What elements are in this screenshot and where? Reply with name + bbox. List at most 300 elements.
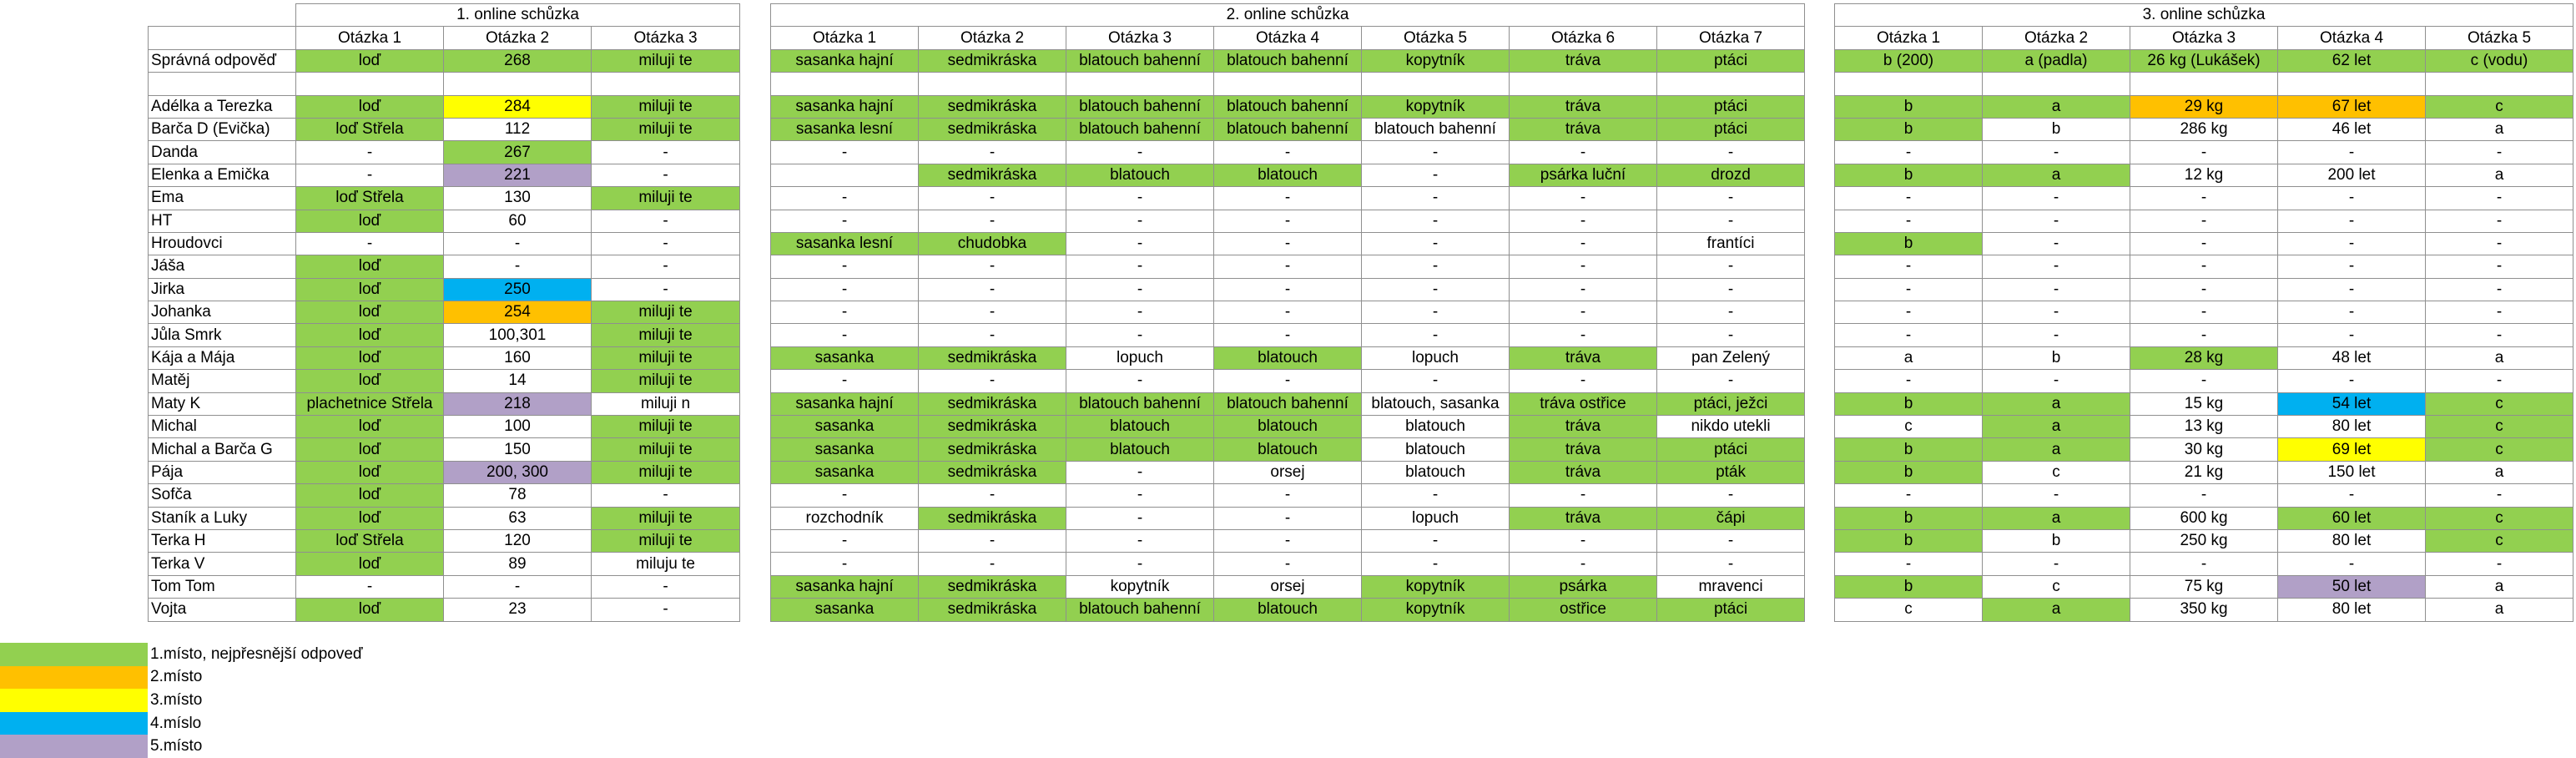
answer-cell[interactable]: - bbox=[2278, 255, 2426, 278]
answer-cell[interactable]: blatouch bbox=[1066, 416, 1214, 438]
answer-cell[interactable]: kopytník bbox=[1066, 575, 1214, 598]
answer-cell[interactable]: miluji n bbox=[592, 392, 740, 415]
answer-cell[interactable]: tráva bbox=[1510, 438, 1657, 461]
answer-cell[interactable]: 29 kg bbox=[2130, 95, 2278, 118]
correct-answer-cell[interactable]: b (200) bbox=[1835, 49, 1983, 72]
answer-cell[interactable]: - bbox=[1657, 301, 1805, 324]
answer-cell[interactable]: - bbox=[1657, 553, 1805, 575]
answer-cell[interactable]: - bbox=[1510, 278, 1657, 301]
answer-cell[interactable]: - bbox=[919, 370, 1066, 392]
answer-cell[interactable]: loď Střela bbox=[296, 118, 444, 140]
answer-cell[interactable]: tráva bbox=[1510, 118, 1657, 140]
answer-cell[interactable]: c bbox=[2426, 438, 2573, 461]
answer-cell[interactable]: - bbox=[1362, 484, 1510, 507]
answer-cell[interactable]: miluji te bbox=[592, 507, 740, 529]
answer-cell[interactable]: - bbox=[771, 324, 919, 346]
blank-cell[interactable] bbox=[1214, 73, 1362, 95]
answer-cell[interactable]: - bbox=[1657, 278, 1805, 301]
answer-cell[interactable]: loď bbox=[296, 461, 444, 483]
answer-cell[interactable]: - bbox=[1066, 278, 1214, 301]
answer-cell[interactable]: 100,301 bbox=[444, 324, 592, 346]
answer-cell[interactable]: - bbox=[2130, 210, 2278, 232]
answer-cell[interactable]: loď bbox=[296, 210, 444, 232]
answer-cell[interactable]: miluji te bbox=[592, 438, 740, 461]
participant-name[interactable]: HT bbox=[149, 210, 296, 232]
answer-cell[interactable]: a bbox=[2426, 461, 2573, 483]
answer-cell[interactable]: - bbox=[444, 255, 592, 278]
answer-cell[interactable]: b bbox=[1835, 118, 1983, 140]
answer-cell[interactable]: - bbox=[1835, 553, 1983, 575]
answer-cell[interactable]: blatouch bahenní bbox=[1214, 95, 1362, 118]
participant-name[interactable]: Danda bbox=[149, 141, 296, 164]
answer-cell[interactable]: miluju te bbox=[592, 553, 740, 575]
participant-name[interactable]: Ema bbox=[149, 187, 296, 210]
answer-cell[interactable]: - bbox=[1983, 484, 2130, 507]
answer-cell[interactable]: - bbox=[1362, 141, 1510, 164]
answer-cell[interactable]: sasanka hajní bbox=[771, 392, 919, 415]
answer-cell[interactable]: 100 bbox=[444, 416, 592, 438]
answer-cell[interactable]: blatouch bahenní bbox=[1066, 392, 1214, 415]
answer-cell[interactable]: sasanka bbox=[771, 599, 919, 621]
name-header-cell[interactable] bbox=[149, 27, 296, 49]
answer-cell[interactable]: - bbox=[2278, 370, 2426, 392]
answer-cell[interactable]: b bbox=[1983, 118, 2130, 140]
participant-name[interactable]: Hroudovci bbox=[149, 232, 296, 255]
answer-cell[interactable]: 160 bbox=[444, 346, 592, 369]
answer-cell[interactable]: a bbox=[1835, 346, 1983, 369]
answer-cell[interactable]: sedmikráska bbox=[919, 416, 1066, 438]
answer-cell[interactable]: - bbox=[2278, 324, 2426, 346]
answer-cell[interactable]: sasanka bbox=[771, 461, 919, 483]
answer-cell[interactable]: ptáci bbox=[1657, 118, 1805, 140]
answer-cell[interactable]: - bbox=[2130, 553, 2278, 575]
answer-cell[interactable]: - bbox=[1657, 370, 1805, 392]
participant-name[interactable]: Pája bbox=[149, 461, 296, 483]
answer-cell[interactable]: sedmikráska bbox=[919, 392, 1066, 415]
answer-cell[interactable]: a bbox=[2426, 164, 2573, 186]
blank-cell[interactable] bbox=[919, 73, 1066, 95]
answer-cell[interactable] bbox=[771, 164, 919, 186]
participant-name[interactable]: Jáša bbox=[149, 255, 296, 278]
answer-cell[interactable]: - bbox=[2278, 484, 2426, 507]
answer-cell[interactable]: c bbox=[1983, 575, 2130, 598]
answer-cell[interactable]: nikdo utekli bbox=[1657, 416, 1805, 438]
answer-cell[interactable]: loď bbox=[296, 370, 444, 392]
participant-name[interactable]: Sofča bbox=[149, 484, 296, 507]
answer-cell[interactable]: loď bbox=[296, 507, 444, 529]
answer-cell[interactable]: b bbox=[1983, 529, 2130, 552]
answer-cell[interactable]: sedmikráska bbox=[919, 575, 1066, 598]
answer-cell[interactable]: - bbox=[1983, 301, 2130, 324]
blank-cell[interactable] bbox=[296, 73, 444, 95]
answer-cell[interactable]: tráva bbox=[1510, 461, 1657, 483]
answer-cell[interactable]: - bbox=[1066, 370, 1214, 392]
answer-cell[interactable]: pták bbox=[1657, 461, 1805, 483]
answer-cell[interactable]: - bbox=[919, 255, 1066, 278]
correct-answer-cell[interactable]: blatouch bahenní bbox=[1214, 49, 1362, 72]
answer-cell[interactable]: 23 bbox=[444, 599, 592, 621]
answer-cell[interactable]: ptáci bbox=[1657, 438, 1805, 461]
answer-cell[interactable]: 120 bbox=[444, 529, 592, 552]
answer-cell[interactable]: 78 bbox=[444, 484, 592, 507]
answer-cell[interactable]: 54 let bbox=[2278, 392, 2426, 415]
answer-cell[interactable]: - bbox=[1835, 324, 1983, 346]
answer-cell[interactable]: - bbox=[2130, 370, 2278, 392]
answer-cell[interactable]: - bbox=[1835, 210, 1983, 232]
answer-cell[interactable]: sedmikráska bbox=[919, 507, 1066, 529]
answer-cell[interactable]: c bbox=[2426, 507, 2573, 529]
correct-answer-cell[interactable]: c (vodu) bbox=[2426, 49, 2573, 72]
answer-cell[interactable]: - bbox=[1510, 553, 1657, 575]
answer-cell[interactable]: - bbox=[1657, 187, 1805, 210]
answer-cell[interactable]: b bbox=[1835, 392, 1983, 415]
answer-cell[interactable]: - bbox=[296, 164, 444, 186]
answer-cell[interactable]: - bbox=[771, 187, 919, 210]
answer-cell[interactable]: - bbox=[1362, 232, 1510, 255]
answer-cell[interactable]: c bbox=[1835, 416, 1983, 438]
answer-cell[interactable]: - bbox=[2426, 553, 2573, 575]
blank-cell[interactable] bbox=[1066, 73, 1214, 95]
answer-cell[interactable]: - bbox=[2278, 141, 2426, 164]
correct-answer-cell[interactable]: a (padla) bbox=[1983, 49, 2130, 72]
answer-cell[interactable]: kopytník bbox=[1362, 599, 1510, 621]
blank-cell[interactable] bbox=[1983, 73, 2130, 95]
answer-cell[interactable]: - bbox=[771, 484, 919, 507]
answer-cell[interactable]: 21 kg bbox=[2130, 461, 2278, 483]
answer-cell[interactable]: - bbox=[1983, 187, 2130, 210]
answer-cell[interactable]: 63 bbox=[444, 507, 592, 529]
correct-answer-cell[interactable]: blatouch bahenní bbox=[1066, 49, 1214, 72]
blank-cell[interactable] bbox=[771, 73, 919, 95]
answer-cell[interactable]: sasanka lesní bbox=[771, 118, 919, 140]
answer-cell[interactable]: c bbox=[2426, 95, 2573, 118]
answer-cell[interactable]: loď bbox=[296, 599, 444, 621]
answer-cell[interactable]: - bbox=[919, 141, 1066, 164]
answer-cell[interactable]: miluji te bbox=[592, 416, 740, 438]
answer-cell[interactable]: - bbox=[592, 255, 740, 278]
answer-cell[interactable]: miluji te bbox=[592, 370, 740, 392]
answer-cell[interactable]: tráva bbox=[1510, 507, 1657, 529]
answer-cell[interactable]: kopytník bbox=[1362, 575, 1510, 598]
answer-cell[interactable]: - bbox=[2278, 232, 2426, 255]
answer-cell[interactable]: - bbox=[771, 255, 919, 278]
answer-cell[interactable]: - bbox=[1362, 187, 1510, 210]
answer-cell[interactable]: ptáci bbox=[1657, 599, 1805, 621]
answer-cell[interactable]: lopuch bbox=[1066, 346, 1214, 369]
correct-answer-cell[interactable]: ptáci bbox=[1657, 49, 1805, 72]
answer-cell[interactable]: - bbox=[2426, 187, 2573, 210]
participant-name[interactable]: Elenka a Emička bbox=[149, 164, 296, 186]
blank-cell[interactable] bbox=[1510, 73, 1657, 95]
answer-cell[interactable]: - bbox=[1066, 187, 1214, 210]
answer-cell[interactable]: blatouch bbox=[1214, 438, 1362, 461]
answer-cell[interactable]: 254 bbox=[444, 301, 592, 324]
answer-cell[interactable]: - bbox=[1214, 370, 1362, 392]
answer-cell[interactable]: - bbox=[1983, 255, 2130, 278]
answer-cell[interactable]: 200, 300 bbox=[444, 461, 592, 483]
answer-cell[interactable]: blatouch bahenní bbox=[1066, 95, 1214, 118]
answer-cell[interactable]: - bbox=[1362, 301, 1510, 324]
answer-cell[interactable]: - bbox=[1362, 278, 1510, 301]
answer-cell[interactable]: - bbox=[1214, 210, 1362, 232]
answer-cell[interactable]: a bbox=[1983, 438, 2130, 461]
answer-cell[interactable]: orsej bbox=[1214, 461, 1362, 483]
answer-cell[interactable]: 112 bbox=[444, 118, 592, 140]
answer-cell[interactable]: - bbox=[1835, 278, 1983, 301]
answer-cell[interactable]: - bbox=[1066, 210, 1214, 232]
answer-cell[interactable]: c bbox=[1983, 461, 2130, 483]
answer-cell[interactable]: loď bbox=[296, 553, 444, 575]
answer-cell[interactable]: a bbox=[1983, 95, 2130, 118]
answer-cell[interactable]: blatouch bbox=[1066, 164, 1214, 186]
answer-cell[interactable]: - bbox=[592, 232, 740, 255]
answer-cell[interactable]: orsej bbox=[1214, 575, 1362, 598]
answer-cell[interactable]: - bbox=[1510, 232, 1657, 255]
answer-cell[interactable]: - bbox=[444, 232, 592, 255]
answer-cell[interactable]: - bbox=[1657, 484, 1805, 507]
answer-cell[interactable]: a bbox=[2426, 346, 2573, 369]
blank-cell[interactable] bbox=[2130, 73, 2278, 95]
participant-name[interactable]: Jůla Smrk bbox=[149, 324, 296, 346]
answer-cell[interactable]: 80 let bbox=[2278, 416, 2426, 438]
answer-cell[interactable]: 30 kg bbox=[2130, 438, 2278, 461]
answer-cell[interactable]: čápi bbox=[1657, 507, 1805, 529]
answer-cell[interactable]: - bbox=[1983, 210, 2130, 232]
answer-cell[interactable]: - bbox=[1362, 255, 1510, 278]
answer-cell[interactable]: - bbox=[2278, 187, 2426, 210]
answer-cell[interactable]: 130 bbox=[444, 187, 592, 210]
answer-cell[interactable]: tráva bbox=[1510, 416, 1657, 438]
participant-name[interactable]: Michal bbox=[149, 416, 296, 438]
answer-cell[interactable]: - bbox=[1066, 232, 1214, 255]
answer-cell[interactable]: - bbox=[1214, 255, 1362, 278]
answer-cell[interactable]: - bbox=[1214, 278, 1362, 301]
answer-cell[interactable]: sedmikráska bbox=[919, 599, 1066, 621]
answer-cell[interactable]: - bbox=[1066, 141, 1214, 164]
answer-cell[interactable]: loď bbox=[296, 324, 444, 346]
participant-name[interactable]: Terka H bbox=[149, 529, 296, 552]
answer-cell[interactable]: miluji te bbox=[592, 324, 740, 346]
answer-cell[interactable]: - bbox=[1835, 301, 1983, 324]
answer-cell[interactable]: miluji te bbox=[592, 187, 740, 210]
answer-cell[interactable]: - bbox=[444, 575, 592, 598]
answer-cell[interactable]: - bbox=[1510, 141, 1657, 164]
answer-cell[interactable]: - bbox=[771, 278, 919, 301]
answer-cell[interactable]: - bbox=[1510, 370, 1657, 392]
answer-cell[interactable]: loď Střela bbox=[296, 529, 444, 552]
answer-cell[interactable]: sasanka bbox=[771, 416, 919, 438]
answer-cell[interactable]: - bbox=[1214, 484, 1362, 507]
answer-cell[interactable]: - bbox=[1214, 232, 1362, 255]
answer-cell[interactable]: lopuch bbox=[1362, 507, 1510, 529]
answer-cell[interactable]: - bbox=[1066, 529, 1214, 552]
answer-cell[interactable]: - bbox=[1214, 553, 1362, 575]
answer-cell[interactable]: - bbox=[1214, 507, 1362, 529]
answer-cell[interactable]: - bbox=[1066, 507, 1214, 529]
answer-cell[interactable]: - bbox=[2278, 301, 2426, 324]
answer-cell[interactable]: - bbox=[592, 210, 740, 232]
answer-cell[interactable]: - bbox=[2130, 255, 2278, 278]
answer-cell[interactable]: - bbox=[1066, 461, 1214, 483]
answer-cell[interactable]: - bbox=[1983, 553, 2130, 575]
answer-cell[interactable]: sedmikráska bbox=[919, 95, 1066, 118]
participant-name[interactable]: Michal a Barča G bbox=[149, 438, 296, 461]
answer-cell[interactable]: - bbox=[296, 141, 444, 164]
answer-cell[interactable]: sasanka bbox=[771, 346, 919, 369]
answer-cell[interactable]: - bbox=[2426, 484, 2573, 507]
answer-cell[interactable]: - bbox=[1510, 187, 1657, 210]
answer-cell[interactable]: - bbox=[2130, 141, 2278, 164]
answer-cell[interactable]: sasanka bbox=[771, 438, 919, 461]
answer-cell[interactable]: - bbox=[1362, 553, 1510, 575]
answer-cell[interactable]: blatouch bbox=[1214, 346, 1362, 369]
answer-cell[interactable]: 150 bbox=[444, 438, 592, 461]
answer-cell[interactable]: loď bbox=[296, 346, 444, 369]
answer-cell[interactable]: - bbox=[1835, 370, 1983, 392]
answer-cell[interactable]: 221 bbox=[444, 164, 592, 186]
answer-cell[interactable]: - bbox=[2426, 232, 2573, 255]
answer-cell[interactable]: - bbox=[2130, 278, 2278, 301]
answer-cell[interactable]: - bbox=[919, 553, 1066, 575]
answer-cell[interactable]: - bbox=[771, 141, 919, 164]
answer-cell[interactable]: 69 let bbox=[2278, 438, 2426, 461]
answer-cell[interactable]: - bbox=[2426, 324, 2573, 346]
answer-cell[interactable]: plachetnice Střela bbox=[296, 392, 444, 415]
answer-cell[interactable]: miluji te bbox=[592, 529, 740, 552]
correct-answer-cell[interactable]: 268 bbox=[444, 49, 592, 72]
answer-cell[interactable]: sasanka lesní bbox=[771, 232, 919, 255]
answer-cell[interactable]: 60 let bbox=[2278, 507, 2426, 529]
answer-cell[interactable]: - bbox=[1983, 141, 2130, 164]
answer-cell[interactable]: 50 let bbox=[2278, 575, 2426, 598]
answer-cell[interactable]: - bbox=[771, 370, 919, 392]
answer-cell[interactable]: - bbox=[771, 553, 919, 575]
participant-name[interactable]: Barča D (Evička) bbox=[149, 118, 296, 140]
answer-cell[interactable]: 267 bbox=[444, 141, 592, 164]
answer-cell[interactable]: sedmikráska bbox=[919, 118, 1066, 140]
answer-cell[interactable]: loď bbox=[296, 301, 444, 324]
answer-cell[interactable]: loď Střela bbox=[296, 187, 444, 210]
answer-cell[interactable]: - bbox=[1657, 255, 1805, 278]
answer-cell[interactable]: blatouch bbox=[1362, 461, 1510, 483]
answer-cell[interactable]: miluji te bbox=[592, 301, 740, 324]
participant-name[interactable]: Matěj bbox=[149, 370, 296, 392]
answer-cell[interactable]: - bbox=[592, 278, 740, 301]
answer-cell[interactable]: blatouch bahenní bbox=[1066, 599, 1214, 621]
answer-cell[interactable]: - bbox=[1066, 255, 1214, 278]
answer-cell[interactable]: - bbox=[1362, 529, 1510, 552]
answer-cell[interactable]: blatouch bahenní bbox=[1214, 118, 1362, 140]
answer-cell[interactable]: 67 let bbox=[2278, 95, 2426, 118]
answer-cell[interactable]: 284 bbox=[444, 95, 592, 118]
answer-cell[interactable]: - bbox=[919, 210, 1066, 232]
answer-cell[interactable]: loď bbox=[296, 416, 444, 438]
correct-answer-cell[interactable]: kopytník bbox=[1362, 49, 1510, 72]
blank-cell[interactable] bbox=[2426, 73, 2573, 95]
answer-cell[interactable]: drozd bbox=[1657, 164, 1805, 186]
answer-cell[interactable]: - bbox=[2278, 553, 2426, 575]
answer-cell[interactable]: - bbox=[919, 484, 1066, 507]
answer-cell[interactable]: - bbox=[592, 484, 740, 507]
answer-cell[interactable]: a bbox=[1983, 392, 2130, 415]
answer-cell[interactable]: a bbox=[2426, 599, 2573, 621]
answer-cell[interactable]: b bbox=[1835, 95, 1983, 118]
answer-cell[interactable]: loď bbox=[296, 438, 444, 461]
answer-cell[interactable]: blatouch bbox=[1214, 164, 1362, 186]
participant-name[interactable]: Terka V bbox=[149, 553, 296, 575]
answer-cell[interactable]: c bbox=[1835, 599, 1983, 621]
answer-cell[interactable]: - bbox=[1835, 141, 1983, 164]
answer-cell[interactable]: c bbox=[2426, 416, 2573, 438]
answer-cell[interactable]: - bbox=[1657, 210, 1805, 232]
participant-name[interactable]: Kája a Mája bbox=[149, 346, 296, 369]
answer-cell[interactable]: rozchodník bbox=[771, 507, 919, 529]
answer-cell[interactable]: - bbox=[771, 529, 919, 552]
answer-cell[interactable]: - bbox=[1214, 529, 1362, 552]
answer-cell[interactable]: kopytník bbox=[1362, 95, 1510, 118]
participant-name[interactable]: Johanka bbox=[149, 301, 296, 324]
answer-cell[interactable]: blatouch bahenní bbox=[1362, 118, 1510, 140]
answer-cell[interactable]: b bbox=[1983, 346, 2130, 369]
answer-cell[interactable]: tráva ostřice bbox=[1510, 392, 1657, 415]
answer-cell[interactable]: sasanka hajní bbox=[771, 575, 919, 598]
answer-cell[interactable]: chudobka bbox=[919, 232, 1066, 255]
answer-cell[interactable]: 200 let bbox=[2278, 164, 2426, 186]
answer-cell[interactable]: - bbox=[2278, 278, 2426, 301]
answer-cell[interactable]: b bbox=[1835, 529, 1983, 552]
answer-cell[interactable]: miluji te bbox=[592, 118, 740, 140]
correct-answer-cell[interactable]: miluji te bbox=[592, 49, 740, 72]
answer-cell[interactable]: ostřice bbox=[1510, 599, 1657, 621]
answer-cell[interactable]: - bbox=[1835, 484, 1983, 507]
answer-cell[interactable]: - bbox=[771, 210, 919, 232]
answer-cell[interactable]: - bbox=[1983, 232, 2130, 255]
answer-cell[interactable]: - bbox=[1214, 141, 1362, 164]
answer-cell[interactable]: loď bbox=[296, 255, 444, 278]
answer-cell[interactable]: - bbox=[2130, 484, 2278, 507]
answer-cell[interactable]: c bbox=[2426, 529, 2573, 552]
answer-cell[interactable]: b bbox=[1835, 232, 1983, 255]
answer-cell[interactable]: a bbox=[1983, 164, 2130, 186]
answer-cell[interactable]: b bbox=[1835, 438, 1983, 461]
answer-cell[interactable]: blatouch, sasanka bbox=[1362, 392, 1510, 415]
answer-cell[interactable]: 600 kg bbox=[2130, 507, 2278, 529]
blank-cell[interactable] bbox=[149, 73, 296, 95]
answer-cell[interactable]: 250 kg bbox=[2130, 529, 2278, 552]
answer-cell[interactable]: sedmikráska bbox=[919, 438, 1066, 461]
blank-cell[interactable] bbox=[592, 73, 740, 95]
participant-name[interactable]: Tom Tom bbox=[149, 575, 296, 598]
correct-answer-cell[interactable]: 62 let bbox=[2278, 49, 2426, 72]
answer-cell[interactable]: - bbox=[1835, 255, 1983, 278]
answer-cell[interactable]: psárka luční bbox=[1510, 164, 1657, 186]
answer-cell[interactable]: - bbox=[1983, 324, 2130, 346]
answer-cell[interactable]: 46 let bbox=[2278, 118, 2426, 140]
answer-cell[interactable]: - bbox=[1362, 370, 1510, 392]
answer-cell[interactable]: tráva bbox=[1510, 95, 1657, 118]
answer-cell[interactable]: loď bbox=[296, 484, 444, 507]
answer-cell[interactable]: 28 kg bbox=[2130, 346, 2278, 369]
answer-cell[interactable]: - bbox=[2278, 210, 2426, 232]
answer-cell[interactable]: - bbox=[1066, 553, 1214, 575]
answer-cell[interactable]: blatouch bahenní bbox=[1066, 118, 1214, 140]
answer-cell[interactable]: sedmikráska bbox=[919, 164, 1066, 186]
participant-name[interactable]: Jirka bbox=[149, 278, 296, 301]
answer-cell[interactable]: a bbox=[2426, 575, 2573, 598]
answer-cell[interactable]: 14 bbox=[444, 370, 592, 392]
answer-cell[interactable]: - bbox=[1510, 484, 1657, 507]
participant-name[interactable]: Maty K bbox=[149, 392, 296, 415]
